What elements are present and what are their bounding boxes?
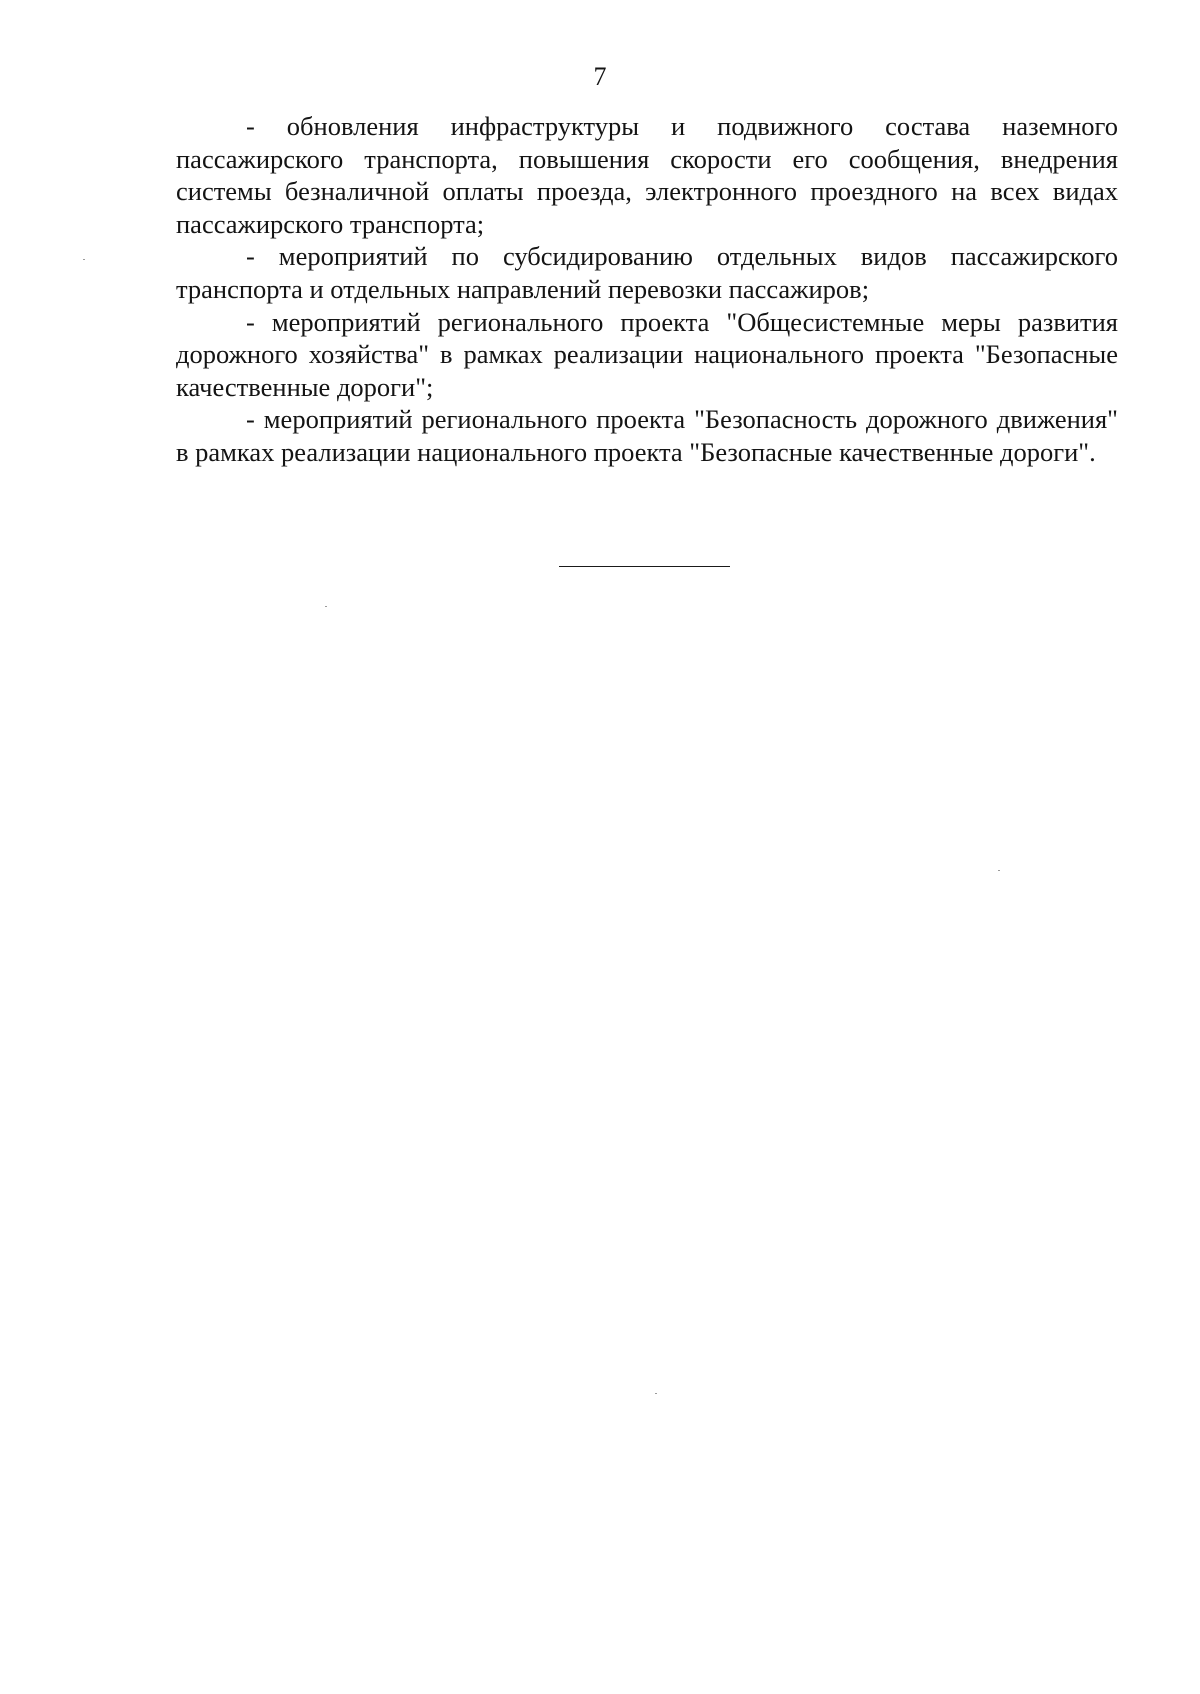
scan-speck xyxy=(83,259,85,260)
scan-speck xyxy=(325,606,327,607)
paragraph-road-system-measures: - мероприятий регионального проекта "Общесистемные меры развития дорожного хозяйства" в рамках реализации национального проекта "Безопасные качественные дороги"; xyxy=(176,306,1118,402)
paragraph-transport-subsidies: - мероприятий по субсидированию отдельных видов пассажирского транспорта и отдельных направлений перевозки пассажиров; xyxy=(176,241,1118,304)
page-number: 7 xyxy=(593,62,607,91)
document-body xyxy=(176,110,1118,469)
end-of-document-rule xyxy=(559,566,730,567)
paragraph-infrastructure-update: - обновления инфраструктуры и подвижного состава наземного пассажирского транспорта, повышения скорости его сообщения, внедрения системы безналичной оплаты проезда, электронного проездного на всех видах пассажирского транспорта; xyxy=(176,111,1118,239)
scan-speck xyxy=(998,870,1000,871)
paragraph-road-safety: - мероприятий регионального проекта "Безопасность дорожного движения" в рамках реализации национального проекта "Безопасные качественные дороги". xyxy=(176,404,1118,467)
scan-speck xyxy=(655,1393,657,1394)
